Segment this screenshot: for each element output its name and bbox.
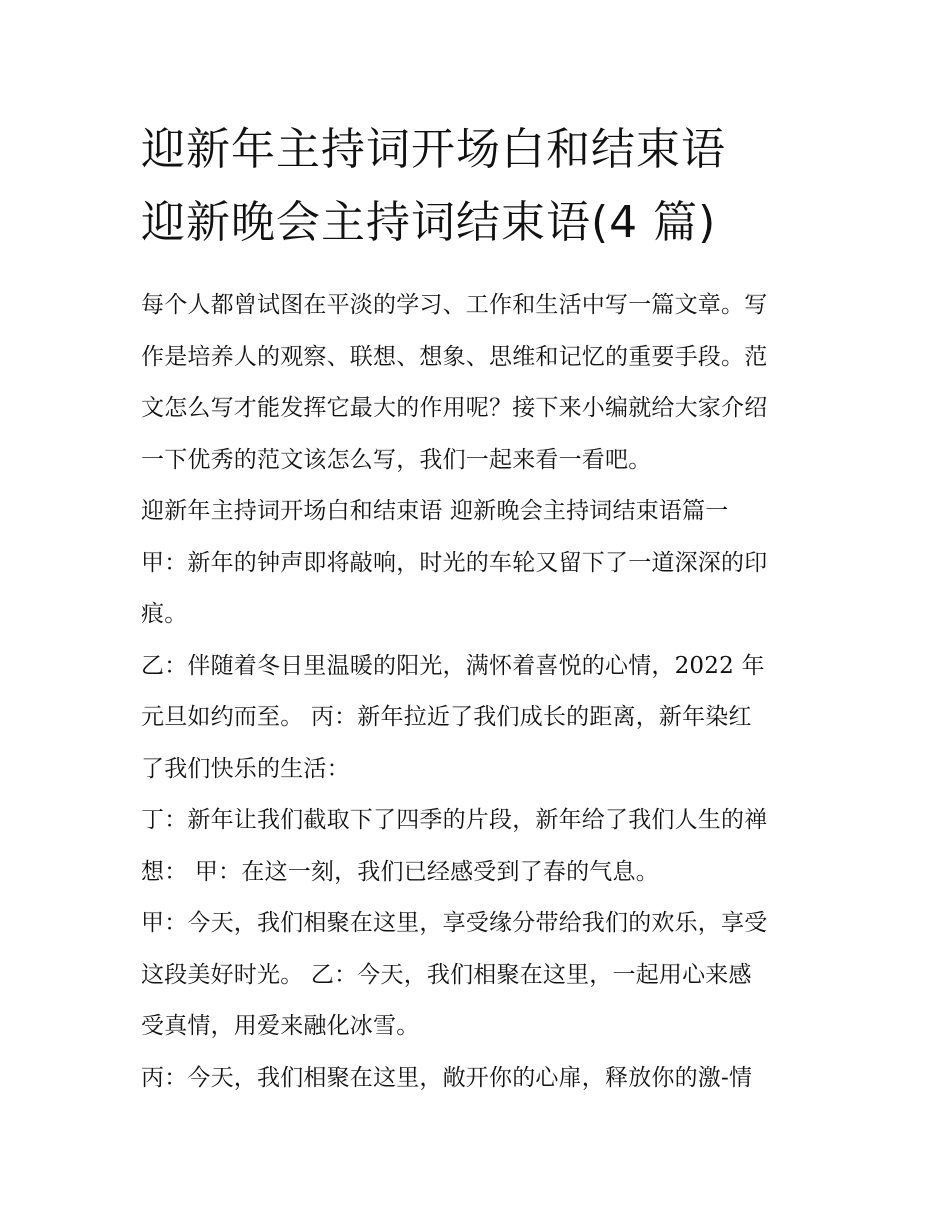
title-line: 迎新晚会主持词结束语(4 篇)	[141, 197, 717, 248]
text-line: 每个人都曾试图在平淡的学习、工作和生活中写一篇文章。写	[141, 292, 768, 318]
intro-paragraph	[141, 280, 813, 486]
text-line: 想： 甲：在这一刻，我们已经感受到了春的气息。	[141, 858, 659, 885]
text-line: 这段美好时光。 乙：今天，我们相聚在这里，一起用心来感	[141, 961, 752, 988]
text-line: 乙：伴随着冬日里温暖的阳光，满怀着喜悦的心情，2022 年	[141, 652, 765, 679]
text-line: 甲：今天，我们相聚在这里，享受缘分带给我们的欢乐，享受	[141, 910, 768, 936]
document-title	[141, 112, 813, 260]
text-line: 一下优秀的范文该怎么写，我们一起来看一看吧。	[141, 446, 652, 473]
body-paragraph	[141, 1053, 813, 1105]
text-line: 作是培养人的观察、联想、想象、思维和记忆的重要手段。范	[141, 343, 768, 370]
text-line: 丁：新年让我们截取下了四季的片段，新年给了我们人生的禅	[141, 807, 768, 833]
body-paragraph	[141, 538, 813, 641]
document-page	[141, 112, 813, 1104]
body-paragraph	[141, 898, 813, 1053]
text-line: 元旦如约而至。 丙：新年拉近了我们成长的距离，新年染红	[141, 704, 752, 730]
text-line: 迎新年主持词开场白和结束语 迎新晚会主持词结束语篇一	[141, 498, 729, 524]
text-line: 甲：新年的钟声即将敲响，时光的车轮又留下了一道深深的印	[141, 549, 768, 576]
body-paragraph	[141, 641, 813, 796]
body-paragraph	[141, 795, 813, 898]
document-body	[141, 280, 813, 1104]
text-line: 文怎么写才能发挥它最大的作用呢？接下来小编就给大家介绍	[141, 395, 768, 421]
title-line: 迎新年主持词开场白和结束语	[141, 124, 726, 175]
text-line: 丙：今天，我们相聚在这里，敞开你的心扉，释放你的激-情	[141, 1064, 753, 1091]
section-heading	[141, 486, 813, 538]
text-line: 了我们快乐的生活：	[141, 755, 350, 782]
text-line: 痕。	[141, 601, 188, 627]
text-line: 受真情，用爱来融化冰雪。	[141, 1013, 420, 1039]
